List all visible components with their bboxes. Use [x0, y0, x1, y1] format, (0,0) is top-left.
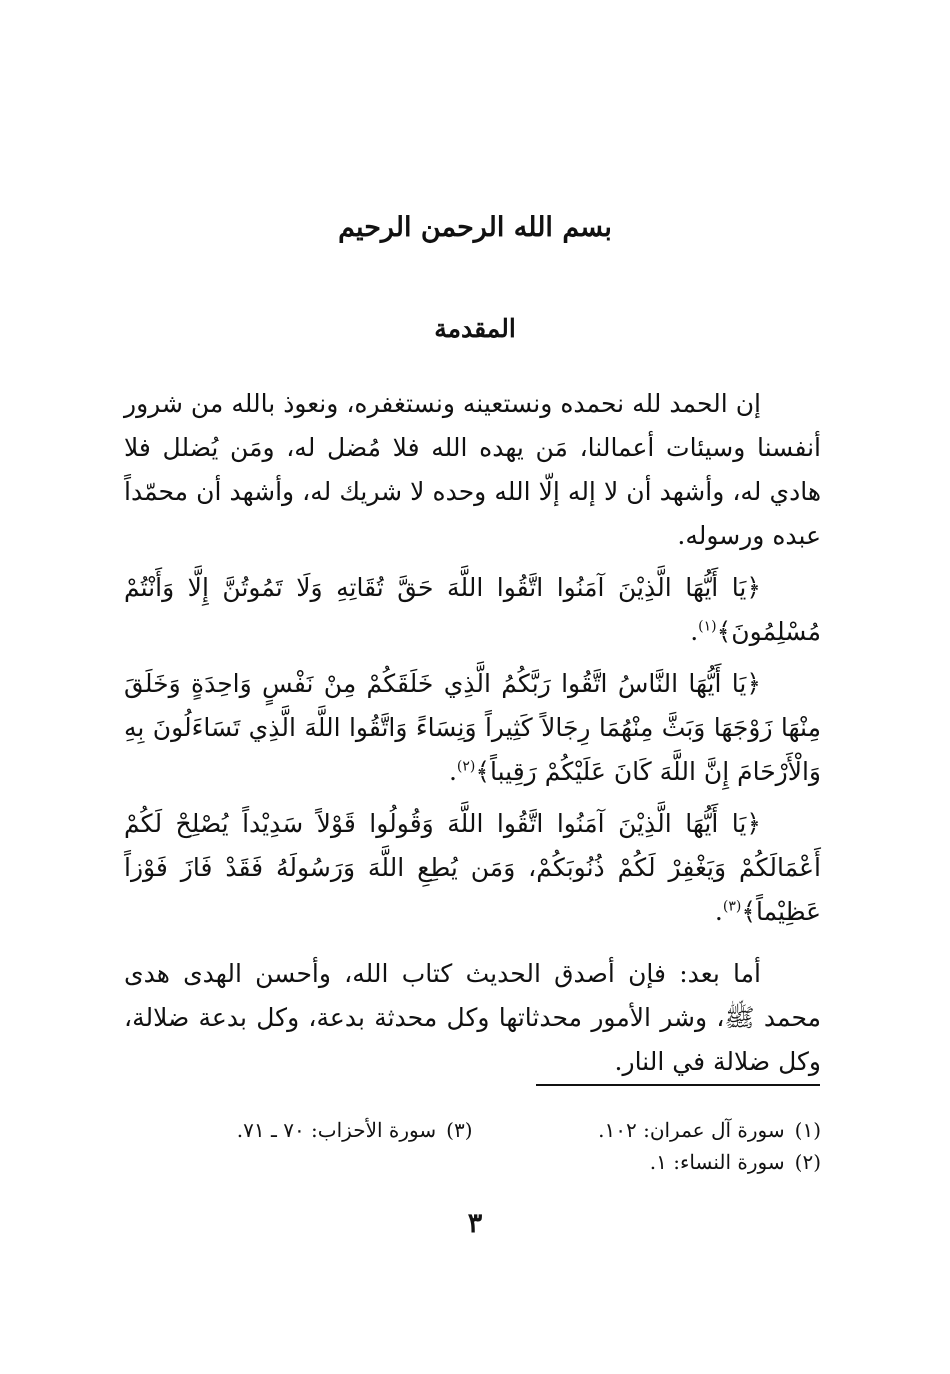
intro-text: إن الحمد لله نحمده ونستعينه ونستغفره، ونعوذ بالله من شرور أنفسنا وسيئات أعمالنا، مَن يهده الله فلا مُضل له، ومَن يُضلل فلا هادي له، وأشهد أن لا إله إلّا الله وحده لا شريك له، وأشهد أن محمّداً عبده ورسوله. — [124, 389, 821, 550]
closing-text: أما بعد: فإن أصدق الحديث كتاب الله، وأحسن الهدى هدى محمد ﷺ، وشر الأمور محدثاتها وكل محدثة بدعة، وكل بدعة ضلالة، وكل ضلالة في النار. — [124, 959, 821, 1076]
footnotes — [124, 1114, 821, 1178]
closing-paragraph — [124, 952, 821, 1084]
footnote-divider — [536, 1084, 820, 1086]
page-number: ٣ — [467, 1208, 483, 1239]
footnote-2 — [461, 1146, 821, 1178]
footnote-2-text: سورة النساء: ١. — [649, 1150, 785, 1174]
intro-paragraph — [124, 382, 821, 558]
section-title: المقدمة — [434, 314, 516, 343]
footnote-3 — [124, 1114, 473, 1146]
verse-1-text: ﴿يَا أَيُّهَا الَّذِيْنَ آمَنُوا اتَّقُوا اللَّهَ حَقَّ تُقَاتِهِ وَلَا تَمُوتُنَّ إِلَّا وَأَنْتُمْ مُسْلِمُونَ﴾ — [124, 573, 821, 646]
bismillah-heading: بسم الله الرحمن الرحيم — [338, 212, 612, 243]
footnote-3-number: (٣) — [446, 1118, 473, 1142]
verse-paragraph-3: ﴿يَا أَيُّهَا الَّذِيْنَ آمَنُوا اتَّقُوا اللَّهَ وَقُولُوا قَوْلاً سَدِيْداً يُصْلِحْ لَكُمْ أَعْمَالَكُمْ وَيَغْفِرْ لَكُمْ ذُنُوبَكُمْ، وَمَن يُطِعِ اللَّهَ وَرَسُولَهُ فَقَدْ فَازَ فَوْزاً عَظِيْماً﴾$^{(٣)}$. — [124, 809, 821, 926]
verse-paragraph-2: ﴿يَا أَيُّهَا النَّاسُ اتَّقُوا رَبَّكُمُ الَّذِي خَلَقَكُمْ مِنْ نَفْسٍ وَاحِدَةٍ وَخَلَقَ مِنْهَا زَوْجَهَا وَبَثَّ مِنْهُمَا رِجَالاً كَثِيراً وَنِسَاءً وَاتَّقُوا اللَّهَ الَّذِي تَسَاءَلُونَ بِهِ وَالْأَرْحَامَ إِنَّ اللَّهَ كَانَ عَلَيْكُمْ رَقِيباً﴾$^{(٢)}$. — [124, 669, 821, 786]
footnote-ref-2: (٢) — [456, 758, 476, 775]
verse-2-text: ﴿يَا أَيُّهَا النَّاسُ اتَّقُوا رَبَّكُمُ الَّذِي خَلَقَكُمْ مِنْ نَفْسٍ وَاحِدَةٍ وَخَلَقَ مِنْهَا زَوْجَهَا وَبَثَّ مِنْهُمَا رِجَالاً كَثِيراً وَنِسَاءً وَاتَّقُوا اللَّهَ الَّذِي تَسَاءَلُونَ بِهِ وَالْأَرْحَامَ إِنَّ اللَّهَ كَانَ عَلَيْكُمْ رَقِيباً﴾ — [124, 669, 821, 786]
footnote-row-1 — [124, 1114, 821, 1146]
main-text — [124, 382, 821, 1084]
footnote-row-2 — [124, 1146, 821, 1178]
footnote-1-text: سورة آل عمران: ١٠٢. — [598, 1118, 785, 1142]
verse-paragraph-1: ﴿يَا أَيُّهَا الَّذِيْنَ آمَنُوا اتَّقُوا اللَّهَ حَقَّ تُقَاتِهِ وَلَا تَمُوتُنَّ إِلَّا وَأَنْتُمْ مُسْلِمُونَ﴾$^{(١)}$. — [124, 573, 821, 646]
footnote-2-number: (٢) — [794, 1150, 821, 1174]
footnote-3-text: سورة الأحزاب: ٧٠ ـ ٧١. — [236, 1118, 437, 1142]
footnote-ref-1: (١) — [698, 618, 717, 635]
footnote-ref-3: (٣) — [722, 898, 742, 915]
footnote-1-number: (١) — [794, 1118, 821, 1142]
footnote-1 — [473, 1114, 822, 1146]
verse-3-text: ﴿يَا أَيُّهَا الَّذِيْنَ آمَنُوا اتَّقُوا اللَّهَ وَقُولُوا قَوْلاً سَدِيْداً يُصْلِحْ لَكُمْ أَعْمَالَكُمْ وَيَغْفِرْ لَكُمْ ذُنُوبَكُمْ، وَمَن يُطِعِ اللَّهَ وَرَسُولَهُ فَقَدْ فَازَ فَوْزاً عَظِيْماً﴾ — [124, 809, 821, 926]
